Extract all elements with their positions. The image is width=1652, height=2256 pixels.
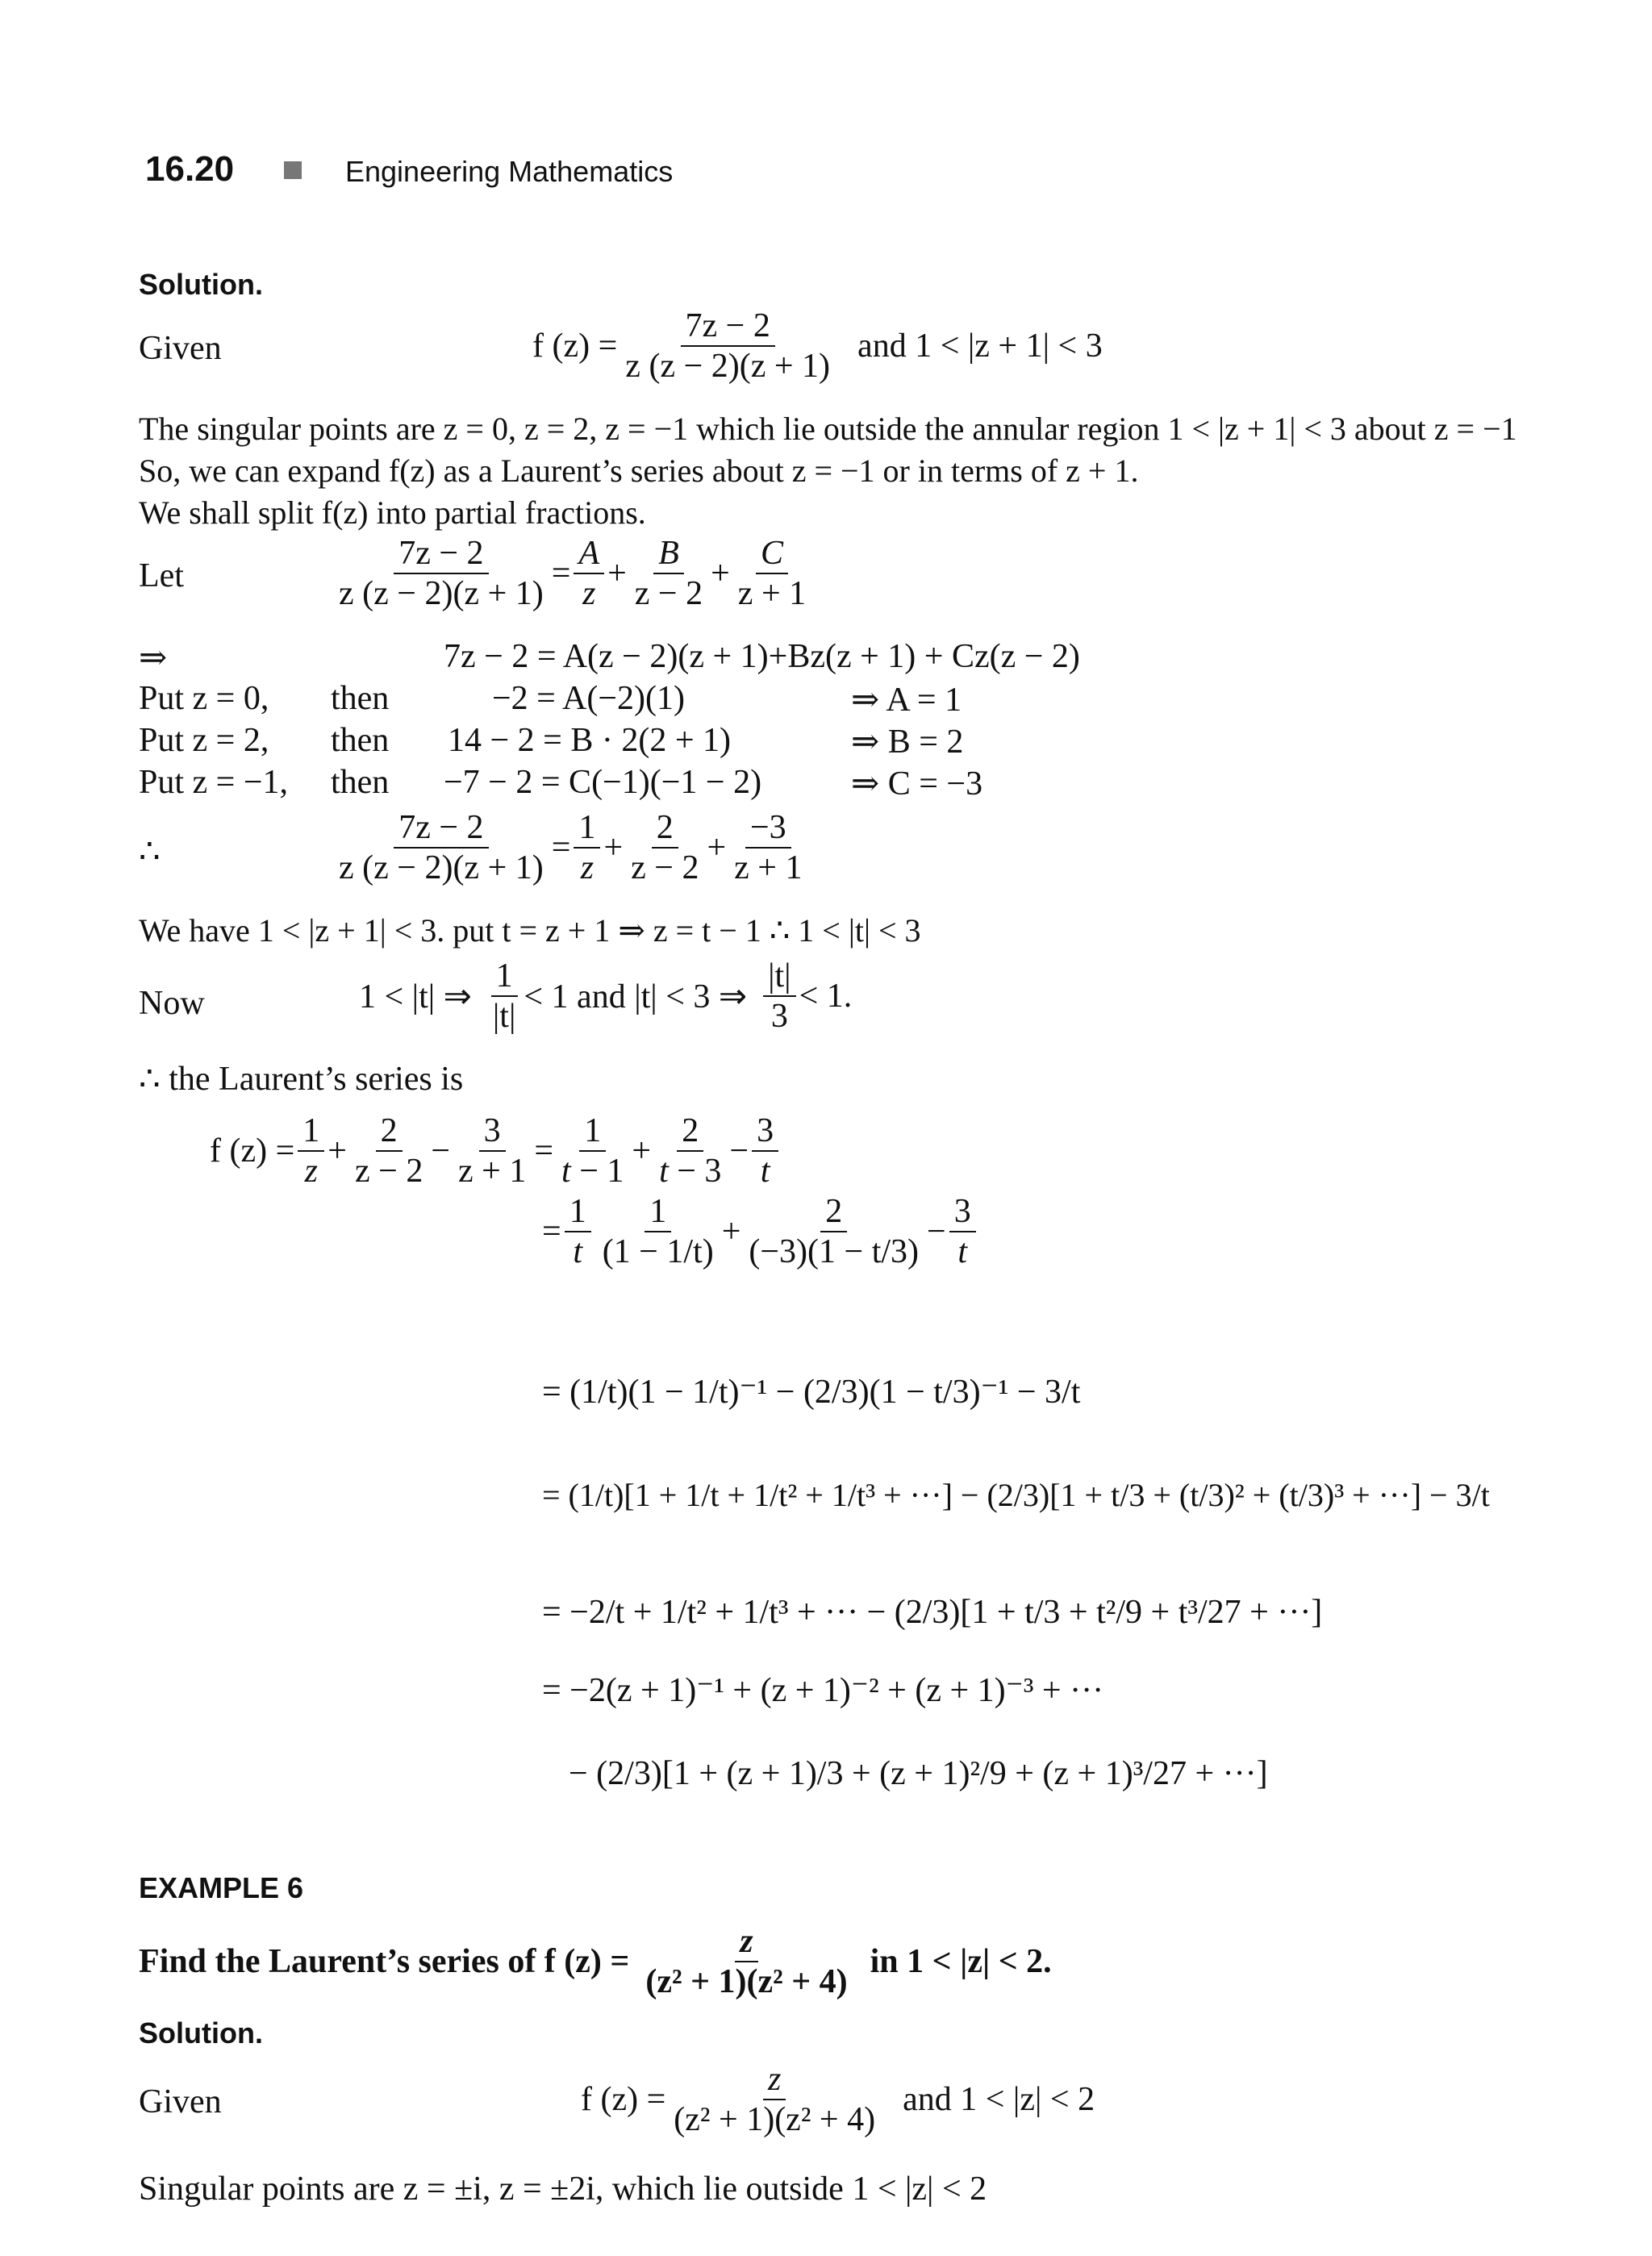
put-row-2-result: ⇒ B = 2: [851, 724, 964, 761]
example-6-fraction: [640, 1924, 852, 2000]
example-6-fz-fraction: [669, 2062, 880, 2137]
put-row-2-then: then: [331, 722, 390, 759]
res-lhs: [334, 810, 549, 886]
series-line-7: − (2/3)[1 + (z + 1)/3 + (z + 1)²/9 + (z + 1)³/27 + ···]: [569, 1755, 1268, 1792]
res-3-den: z + 1: [734, 849, 803, 887]
s1-frac-6: $\frac{3}{t}$: [752, 1113, 778, 1189]
s2-f4-num: 3: [949, 1194, 976, 1232]
res-1-den: z: [580, 849, 594, 887]
s2-f3-den: (−3)(1 − t/3): [749, 1233, 920, 1271]
now-frac-2-den: 3: [770, 998, 788, 1036]
s2-frac-4: [949, 1194, 976, 1270]
s1-frac-3: $\frac{3}{z + 1}$: [453, 1113, 531, 1189]
s2-f4-den: t: [957, 1233, 968, 1271]
example-6-num: z: [740, 1923, 753, 1960]
put-row-3-then: then: [331, 764, 390, 801]
example-6-fz-den: (z² + 1)(z² + 4): [674, 2101, 876, 2139]
put-row-3-put: Put z = −1,: [139, 764, 289, 801]
put-row-1-then: then: [331, 680, 390, 717]
put-row-2-eq: 14 − 2 = B · 2(2 + 1): [448, 722, 732, 759]
now-inequalities: [359, 958, 852, 1034]
now-frac-1-den: |t|: [492, 998, 516, 1036]
pf-lhs-den: z (z − 2)(z + 1): [339, 575, 544, 613]
example-6-given-function: [581, 2062, 1095, 2137]
partial-fractions-text: We shall split f(z) into partial fractions.: [139, 494, 646, 531]
example-6-fz-num: z: [768, 2061, 782, 2098]
now-frac-2: [763, 958, 796, 1034]
now-word: Now: [139, 985, 205, 1022]
s2-f1-num: 1: [565, 1194, 591, 1232]
book-title: Engineering Mathematics: [345, 155, 674, 188]
example-6-statement-b: in 1 < |z| < 2.: [870, 1943, 1052, 1981]
res-lhs-num: 7z − 2: [394, 810, 488, 849]
pf-a: [574, 536, 604, 611]
s1-frac-1: [298, 1113, 324, 1189]
s1-f2-den: z − 2: [354, 1153, 423, 1191]
res-2-den: z − 2: [631, 849, 699, 887]
header-square-icon: [284, 161, 302, 179]
pf-a-den: z: [582, 575, 596, 613]
s1-f1-num: 1: [298, 1113, 324, 1152]
example-6-statement: [139, 1924, 1052, 2000]
res-lhs-den: z (z − 2)(z + 1): [339, 849, 544, 887]
pf-c: [733, 536, 811, 611]
now-part-a: 1 < |t| ⇒: [359, 978, 472, 1016]
given-function: [532, 308, 1103, 384]
put-row-1-result: ⇒ A = 1: [851, 682, 962, 719]
now-frac-2-num: |t|: [763, 958, 796, 997]
res-3-num: −3: [745, 810, 791, 849]
s1-f3-den: z + 1: [458, 1153, 527, 1191]
we-have-line: We have 1 < |z + 1| < 3. put t = z + 1 ⇒ z = t − 1 ∴ 1 < |t| < 3: [139, 912, 921, 949]
now-part-c: < 1 and |t| < 3 ⇒: [524, 978, 748, 1016]
therefore-symbol: ∴: [139, 833, 161, 870]
pf-b: [630, 536, 707, 611]
res-2-num: 2: [652, 810, 678, 849]
series-line-3: = (1/t)(1 − 1/t)⁻¹ − (2/3)(1 − t/3)⁻¹ − 3/t: [542, 1374, 1081, 1411]
s2-frac-2: [598, 1194, 719, 1270]
example-6-statement-a: Find the Laurent’s series of f (z) =: [139, 1943, 630, 1981]
example-6-den: (z² + 1)(z² + 4): [645, 1963, 848, 2001]
example-6-solution-label: Solution.: [139, 2016, 263, 2050]
s2-f2-den: (1 − 1/t): [602, 1233, 714, 1271]
put-row-3-result: ⇒ C = −3: [851, 765, 983, 803]
example-6-singular-points: Singular points are z = ±i, z = ±2i, which lie outside 1 < |z| < 2: [139, 2171, 987, 2208]
page-number: 16.20: [145, 149, 235, 189]
series-line-1-lhs: f (z) =: [210, 1132, 295, 1170]
let-word: Let: [139, 557, 184, 594]
partial-fraction-setup: $\frac{7z - 2}{z (z - 2)(z + 1)}$ = $\frac{A}{z}$ + $\frac{B}{z - 2}$ + $\frac{C}{z + 1}$: [331, 536, 814, 611]
res-term-1: [574, 810, 600, 886]
s2-f2-num: 1: [645, 1194, 671, 1232]
singular-points-text: The singular points are z = 0, z = 2, z = −1 which lie outside the annular region 1 < |z + 1| < 3 about z = −1: [139, 411, 1517, 447]
series-line-5: = −2/t + 1/t² + 1/t³ + ··· − (2/3)[1 + t/3 + t²/9 + t³/27 + ···]: [542, 1594, 1323, 1631]
expand-text: So, we can expand f(z) as a Laurent’s series about z = −1 or in terms of z + 1.: [139, 452, 1139, 489]
s2-frac-3: [744, 1194, 924, 1270]
now-frac-1-num: 1: [491, 958, 518, 997]
fz-denominator: z (z − 2)(z + 1): [625, 348, 831, 386]
implies-symbol: ⇒: [139, 640, 168, 677]
pf-lhs-num: 7z − 2: [394, 536, 488, 574]
s1-frac-4: $\frac{1}{t - 1}$: [561, 1112, 624, 1191]
put-row-1-eq: −2 = A(−2)(1): [492, 680, 686, 717]
s1-f1-den: z: [304, 1153, 318, 1191]
res-1-num: 1: [574, 810, 600, 849]
series-line-1: f (z) = $\frac{1}{z}$ + $\frac{2}{z - 2}$ − $\frac{3}{z + 1}$ = $\frac{1}{t - 1}$ + $\frac{2}{t - 3}$ − $\frac{3}{t}$: [210, 1113, 782, 1189]
put-row-2-put: Put z = 2,: [139, 722, 269, 759]
s2-f1-den: t: [573, 1233, 583, 1271]
res-term-2: [626, 810, 703, 886]
given-word: Given: [139, 330, 222, 367]
s2-f3-num: 2: [820, 1194, 847, 1232]
series-line-2: = $\frac{1}{t}$ $\frac{1}{(1 - 1/t)}$ + $\frac{2}{(-3)(1 - t/3)}$ − $\frac{3}{t}$: [542, 1194, 979, 1270]
put-row-3-eq: −7 − 2 = C(−1)(−1 − 2): [444, 764, 762, 801]
series-line-4: = (1/t)[1 + 1/t + 1/t² + 1/t³ + ···] − (2/3)[1 + t/3 + (t/3)² + (t/3)³ + ···] − 3/t: [542, 1477, 1490, 1513]
fz-region: and 1 < |z + 1| < 3: [857, 327, 1103, 365]
s2-frac-1: [565, 1194, 591, 1270]
pf-b-den: z − 2: [634, 575, 703, 613]
pf-c-den: z + 1: [737, 575, 807, 613]
example-6-fz-region: and 1 < |z| < 2: [903, 2081, 1095, 2119]
s1-f2-num: 2: [376, 1113, 403, 1152]
example-6-fz-lhs: f (z) =: [581, 2081, 666, 2119]
example-6-label: EXAMPLE 6: [139, 1871, 304, 1904]
solution-label: Solution.: [139, 268, 263, 301]
pf-c-num: C: [760, 535, 783, 572]
fz-fraction: [620, 308, 835, 384]
identity-equation: 7z − 2 = A(z − 2)(z + 1)+Bz(z + 1) + Cz(z − 2): [444, 638, 1080, 675]
now-part-e: < 1.: [799, 978, 853, 1015]
partial-fraction-result: $\frac{7z - 2}{z (z - 2)(z + 1)}$ = $\frac{1}{z}$ + $\frac{2}{z - 2}$ + $\frac{-3}{z + 1}$: [331, 810, 810, 886]
now-frac-1: [488, 958, 521, 1034]
pf-b-num: B: [658, 535, 679, 572]
pf-lhs: [334, 536, 549, 611]
pf-a-num: A: [578, 535, 600, 572]
put-row-1-put: Put z = 0,: [139, 680, 269, 717]
laurent-intro: ∴ the Laurent’s series is: [139, 1061, 464, 1098]
example-6-given-word: Given: [139, 2083, 222, 2120]
series-line-6: = −2(z + 1)⁻¹ + (z + 1)⁻² + (z + 1)⁻³ + ···: [542, 1672, 1104, 1709]
s1-frac-2: [350, 1113, 428, 1189]
res-term-3: [729, 810, 807, 886]
fz-numerator: 7z − 2: [681, 308, 775, 347]
s1-frac-5: $\frac{2}{t - 3}$: [659, 1112, 722, 1191]
fz-lhs: f (z) =: [532, 327, 618, 365]
